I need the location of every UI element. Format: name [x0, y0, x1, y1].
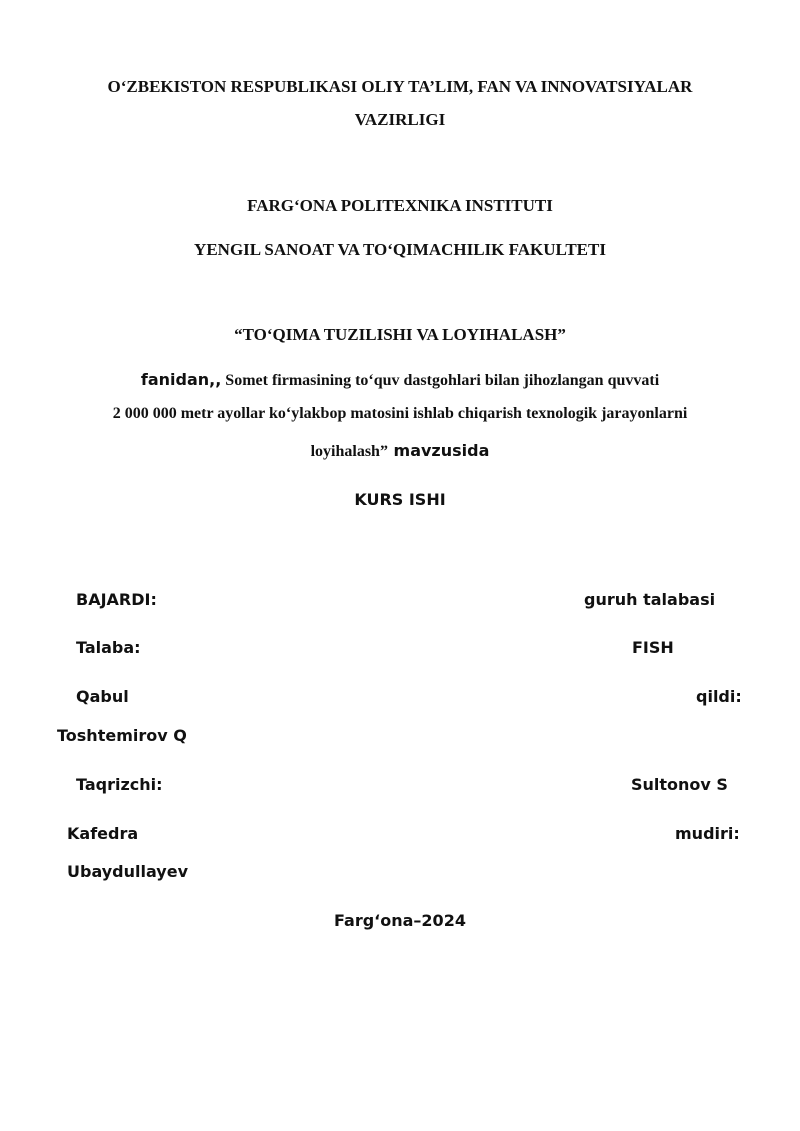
talaba-label: Talaba:: [76, 638, 141, 657]
subject-title: “TO‘QIMA TUZILISHI VA LOYIHALASH”: [234, 325, 566, 344]
topic-line-3: [0, 441, 800, 461]
talaba-value: FISH: [632, 638, 674, 657]
ministry-line-1: O‘ZBEKISTON RESPUBLIKASI OLIY TA’LIM, FAN VA INNOVATSIYALAR: [107, 77, 693, 96]
institute-name: FARG‘ONA POLITEXNIKA INSTITUTI: [247, 196, 553, 215]
topic-line-1: [0, 370, 800, 390]
place-year: Farg‘ona–2024: [334, 911, 466, 930]
ministry-line-2: VAZIRLIGI: [354, 110, 446, 129]
faculty-name: YENGIL SANOAT VA TO‘QIMACHILIK FAKULTETI: [194, 240, 606, 259]
qabul-value: qildi:: [696, 687, 742, 706]
taqrizchi-value: Sultonov S: [631, 775, 728, 794]
topic-text-3: loyihalash”: [310, 443, 388, 460]
topic-text-1: Somet firmasining to‘quv dastgohlari bilan jihozlangan quvvati: [221, 372, 660, 389]
document-type: KURS ISHI: [354, 490, 446, 509]
topic-suffix: mavzusida: [387, 441, 490, 460]
kafedra-name: Ubaydullayev: [67, 862, 189, 881]
kafedra-value: mudiri:: [675, 824, 740, 843]
topic-line-2: 2 000 000 metr ayollar ko‘ylakbop matosini ishlab chiqarish texnologik jarayonlarni: [112, 405, 688, 422]
topic-prefix: fanidan,,: [140, 370, 222, 389]
qabul-name: Toshtemirov Q: [57, 726, 187, 745]
bajardi-value: guruh talabasi: [584, 590, 716, 609]
kafedra-label: Kafedra: [67, 824, 139, 843]
qabul-label: Qabul: [76, 687, 129, 706]
bajardi-label: BAJARDI:: [76, 590, 157, 609]
taqrizchi-label: Taqrizchi:: [76, 775, 163, 794]
